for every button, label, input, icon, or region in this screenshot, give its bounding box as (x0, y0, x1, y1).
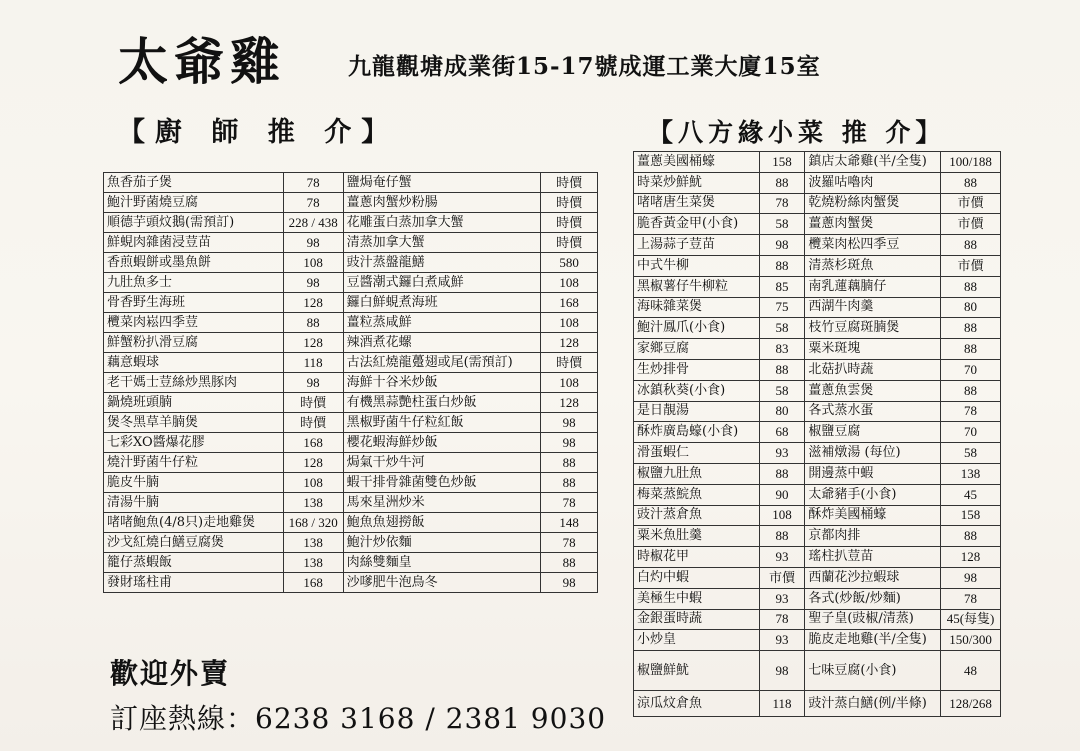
dish-price: 128 (541, 393, 598, 413)
dish-name: 燒汁野菌牛仔粒 (104, 453, 284, 473)
dish-price: 時價 (541, 353, 598, 373)
menu-row (634, 359, 1001, 380)
dish-price: 98 (283, 373, 343, 393)
dish-price: 80 (941, 297, 1001, 318)
dish-name: 涼瓜炆倉魚 (634, 691, 760, 717)
dish-name: 鹽焗奄仔蟹 (343, 173, 541, 193)
dish-price: 88 (759, 255, 805, 276)
dish-name: 清蒸杉斑魚 (805, 255, 941, 276)
menu-row (104, 253, 598, 273)
dish-name: 椒鹽九肚魚 (634, 463, 760, 484)
dish-price: 88 (283, 313, 343, 333)
dish-name: 聖子皇(豉椒/清蒸) (805, 609, 941, 630)
dish-price: 128 (283, 293, 343, 313)
dish-price: 48 (941, 651, 1001, 691)
dish-name: 欖菜肉松四季豆 (805, 235, 941, 256)
dish-price: 市價 (941, 214, 1001, 235)
dish-name: 波羅咕嚕肉 (805, 172, 941, 193)
menu-row (634, 380, 1001, 401)
restaurant-name: 太爺雞 (118, 32, 286, 91)
dish-price: 58 (759, 318, 805, 339)
dish-name: 九肚魚多士 (104, 273, 284, 293)
dish-price: 90 (759, 484, 805, 505)
dish-price: 市價 (759, 567, 805, 588)
dish-price: 150/300 (941, 630, 1001, 651)
dish-name: 沙嗲肥牛泡鳥冬 (343, 573, 541, 593)
dish-price: 98 (541, 413, 598, 433)
dish-name: 海味雜菜煲 (634, 297, 760, 318)
dish-price: 88 (541, 453, 598, 473)
dish-name: 白灼中蝦 (634, 567, 760, 588)
dish-name: 焗氣干炒牛河 (343, 453, 541, 473)
menu-row (634, 505, 1001, 526)
dish-name: 肉絲雙麵皇 (343, 553, 541, 573)
dish-price: 時價 (283, 393, 343, 413)
menu-row (104, 533, 598, 553)
menu-row (634, 235, 1001, 256)
dish-name: 七彩XO醬爆花膠 (104, 433, 284, 453)
dish-name: 金銀蛋時蔬 (634, 609, 760, 630)
menu-row (634, 152, 1001, 173)
dish-name: 辣酒煮花螺 (343, 333, 541, 353)
dish-name: 薑蔥美國桶蠔 (634, 152, 760, 173)
dish-name: 脆皮牛腩 (104, 473, 284, 493)
dish-name: 鮮蜆肉雜菌浸荳苗 (104, 233, 284, 253)
menu-row (634, 422, 1001, 443)
dish-name: 藕意蝦球 (104, 353, 284, 373)
menu-row (104, 553, 598, 573)
dish-price: 98 (283, 273, 343, 293)
dish-price: 108 (283, 253, 343, 273)
dish-name: 煲冬黑草羊腩煲 (104, 413, 284, 433)
restaurant-address: 九龍觀塘成業街15-17號成運工業大廈15室 (348, 53, 821, 80)
dish-name: 鍋燒班頭腩 (104, 393, 284, 413)
dish-name: 欖菜肉崧四季荳 (104, 313, 284, 333)
menu-row (104, 353, 598, 373)
dish-price: 108 (283, 473, 343, 493)
menu-row (104, 573, 598, 593)
dish-price: 58 (759, 214, 805, 235)
dish-name: 南乳蓮藕腩仔 (805, 276, 941, 297)
dish-price: 88 (759, 359, 805, 380)
dish-price: 88 (759, 463, 805, 484)
dish-price: 98 (941, 567, 1001, 588)
dish-price: 98 (541, 433, 598, 453)
dish-price: 108 (541, 313, 598, 333)
dish-name: 美極生中蝦 (634, 588, 760, 609)
dish-price: 78 (941, 588, 1001, 609)
menu-row (634, 297, 1001, 318)
dish-price: 128/268 (941, 691, 1001, 717)
menu-row (634, 339, 1001, 360)
dish-name: 生炒排骨 (634, 359, 760, 380)
dish-price: 45 (941, 484, 1001, 505)
dish-price: 168 / 320 (283, 513, 343, 533)
menu-row (634, 588, 1001, 609)
dish-name: 鮑汁鳳爪(小食) (634, 318, 760, 339)
dish-price: 93 (759, 588, 805, 609)
dish-price: 128 (941, 547, 1001, 568)
dish-price: 78 (283, 173, 343, 193)
menu-row (634, 691, 1001, 717)
dish-price: 88 (541, 473, 598, 493)
menu-row (104, 393, 598, 413)
dish-name: 上湯蒜子荳苗 (634, 235, 760, 256)
menu-row (104, 233, 598, 253)
side-dishes-heading: 【八方緣小菜 推 介】 (648, 118, 946, 147)
dish-price: 市價 (941, 193, 1001, 214)
dish-price: 88 (941, 339, 1001, 360)
dish-name: 櫻花蝦海鮮炒飯 (343, 433, 541, 453)
dish-name: 北菇扒時蔬 (805, 359, 941, 380)
dish-price: 88 (941, 276, 1001, 297)
dish-name: 中式牛柳 (634, 255, 760, 276)
dish-name: 梅菜蒸鯇魚 (634, 484, 760, 505)
dish-price: 168 (283, 433, 343, 453)
dish-name: 籠仔蒸蝦飯 (104, 553, 284, 573)
dish-price: 85 (759, 276, 805, 297)
dish-name: 冰鎮秋葵(小食) (634, 380, 760, 401)
dish-name: 西湖牛肉羹 (805, 297, 941, 318)
dish-price: 88 (941, 172, 1001, 193)
dish-price: 68 (759, 422, 805, 443)
menu-row (104, 213, 598, 233)
menu-row (634, 484, 1001, 505)
dish-name: 椒鹽豆腐 (805, 422, 941, 443)
dish-price: 58 (941, 443, 1001, 464)
dish-price: 158 (759, 152, 805, 173)
dish-name: 薑粒蒸咸鮮 (343, 313, 541, 333)
dish-price: 78 (941, 401, 1001, 422)
dish-price: 128 (283, 453, 343, 473)
dish-name: 豉汁蒸盤龍鱔 (343, 253, 541, 273)
dish-price: 228 / 438 (283, 213, 343, 233)
dish-price: 98 (759, 235, 805, 256)
dish-price: 93 (759, 630, 805, 651)
dish-price: 108 (541, 373, 598, 393)
dish-name: 時菜炒鮮魷 (634, 172, 760, 193)
dish-price: 88 (541, 553, 598, 573)
dish-name: 脆香黃金甲(小食) (634, 214, 760, 235)
dish-name: 豉汁蒸白鱔(例/半條) (805, 691, 941, 717)
dish-price: 45(每隻) (941, 609, 1001, 630)
menu-row (104, 313, 598, 333)
dish-price: 88 (941, 318, 1001, 339)
dish-name: 順德芋頭炆鵝(需預訂) (104, 213, 284, 233)
dish-name: 西蘭花沙拉蝦球 (805, 567, 941, 588)
dish-price: 138 (283, 553, 343, 573)
dish-name: 乾燒粉絲肉蟹煲 (805, 193, 941, 214)
dish-price: 138 (941, 463, 1001, 484)
dish-name: 薑蔥魚雲煲 (805, 380, 941, 401)
dish-price: 78 (283, 193, 343, 213)
dish-name: 魚香茄子煲 (104, 173, 284, 193)
dish-name: 酥炸美國桶蠔 (805, 505, 941, 526)
dish-name: 古法紅燒龍躉翅或尾(需預訂) (343, 353, 541, 373)
dish-name: 開邊蒸中蝦 (805, 463, 941, 484)
dish-name: 沙戈紅燒白鱔豆腐煲 (104, 533, 284, 553)
dish-name: 家鄉豆腐 (634, 339, 760, 360)
dish-price: 時價 (541, 173, 598, 193)
dish-price: 88 (941, 526, 1001, 547)
dish-price: 138 (283, 493, 343, 513)
dish-price: 78 (541, 493, 598, 513)
dish-price: 時價 (541, 233, 598, 253)
menu-row (634, 172, 1001, 193)
dish-name: 黑椒野菌牛仔粒紅飯 (343, 413, 541, 433)
dish-price: 70 (941, 422, 1001, 443)
dish-name: 脆皮走地雞(半/全隻) (805, 630, 941, 651)
dish-name: 海鮮十谷米炒飯 (343, 373, 541, 393)
dish-name: 各式蒸水蛋 (805, 401, 941, 422)
dish-name: 各式(炒飯/炒麵) (805, 588, 941, 609)
menu-row (104, 433, 598, 453)
dish-name: 鎮店太爺雞(半/全隻) (805, 152, 941, 173)
dish-price: 70 (941, 359, 1001, 380)
dish-name: 鮑魚魚翅撈飯 (343, 513, 541, 533)
dish-name: 蝦干排骨雜菌雙色炒飯 (343, 473, 541, 493)
menu-row (634, 567, 1001, 588)
dish-name: 滋補燉湯 (每位) (805, 443, 941, 464)
dish-name: 京都肉排 (805, 526, 941, 547)
dish-price: 93 (759, 443, 805, 464)
menu-row (634, 526, 1001, 547)
dish-name: 清蒸加拿大蟹 (343, 233, 541, 253)
dish-name: 豉汁蒸倉魚 (634, 505, 760, 526)
dish-name: 滑蛋蝦仁 (634, 443, 760, 464)
booking-hotline: 訂座熱線：6238 3168 / 2381 9030 (110, 702, 607, 735)
chef-recommend-table (103, 172, 598, 593)
dish-price: 118 (283, 353, 343, 373)
dish-price: 93 (759, 547, 805, 568)
dish-price: 時價 (541, 213, 598, 233)
menu-row (104, 473, 598, 493)
menu-row (104, 293, 598, 313)
dish-price: 78 (759, 193, 805, 214)
menu-row (104, 333, 598, 353)
side-dishes-table (633, 151, 1001, 717)
dish-name: 豆醬潮式鑼白煮咸鮮 (343, 273, 541, 293)
takeaway-welcome: 歡迎外賣 (110, 657, 231, 690)
dish-name: 枝竹豆腐斑腩煲 (805, 318, 941, 339)
dish-name: 馬來星洲炒米 (343, 493, 541, 513)
dish-name: 啫啫鮑魚(4/8只)走地雞煲 (104, 513, 284, 533)
dish-price: 128 (541, 333, 598, 353)
menu-row (634, 276, 1001, 297)
dish-price: 88 (759, 526, 805, 547)
dish-name: 啫啫唐生菜煲 (634, 193, 760, 214)
menu-row (634, 193, 1001, 214)
dish-price: 88 (759, 172, 805, 193)
dish-price: 80 (759, 401, 805, 422)
menu-row (634, 609, 1001, 630)
dish-price: 58 (759, 380, 805, 401)
menu-row (634, 214, 1001, 235)
dish-price: 78 (541, 533, 598, 553)
dish-name: 小炒皇 (634, 630, 760, 651)
dish-price: 128 (283, 333, 343, 353)
dish-price: 168 (541, 293, 598, 313)
dish-price: 158 (941, 505, 1001, 526)
menu-row (104, 273, 598, 293)
dish-price: 98 (541, 573, 598, 593)
dish-price: 市價 (941, 255, 1001, 276)
dish-name: 鮑汁炒依麵 (343, 533, 541, 553)
chef-recommend-heading: 【廚 師 推 介】 (118, 117, 399, 148)
dish-price: 148 (541, 513, 598, 533)
dish-price: 108 (541, 273, 598, 293)
menu-row (104, 493, 598, 513)
dish-name: 是日靚湯 (634, 401, 760, 422)
dish-name: 椒鹽鮮魷 (634, 651, 760, 691)
menu-row (634, 463, 1001, 484)
dish-name: 鮑汁野菌燒豆腐 (104, 193, 284, 213)
dish-name: 太爺豬手(小食) (805, 484, 941, 505)
dish-name: 有機黑蒜艷柱蛋白炒飯 (343, 393, 541, 413)
dish-price: 88 (941, 380, 1001, 401)
dish-name: 粟米斑塊 (805, 339, 941, 360)
dish-price: 118 (759, 691, 805, 717)
dish-price: 時價 (283, 413, 343, 433)
menu-row (104, 413, 598, 433)
menu-row (104, 173, 598, 193)
dish-name: 薑蔥肉蟹煲 (805, 214, 941, 235)
dish-price: 83 (759, 339, 805, 360)
dish-name: 七味豆腐(小食) (805, 651, 941, 691)
menu-row (634, 443, 1001, 464)
dish-name: 發財瑤柱甫 (104, 573, 284, 593)
dish-name: 清湯牛腩 (104, 493, 284, 513)
dish-name: 黑椒薯仔牛柳粒 (634, 276, 760, 297)
menu-row (634, 401, 1001, 422)
dish-price: 時價 (541, 193, 598, 213)
dish-price: 98 (759, 651, 805, 691)
dish-price: 108 (759, 505, 805, 526)
dish-name: 時椒花甲 (634, 547, 760, 568)
menu-row (104, 513, 598, 533)
dish-name: 酥炸廣島蠔(小食) (634, 422, 760, 443)
dish-name: 鑼白鮮蜆煮海班 (343, 293, 541, 313)
dish-name: 老干媽士荳絲炒黑豚肉 (104, 373, 284, 393)
dish-price: 138 (283, 533, 343, 553)
menu-row (634, 318, 1001, 339)
menu-row (634, 651, 1001, 691)
dish-name: 薑蔥肉蟹炒粉腸 (343, 193, 541, 213)
dish-name: 香煎蝦餅或墨魚餅 (104, 253, 284, 273)
dish-name: 花雕蛋白蒸加拿大蟹 (343, 213, 541, 233)
dish-name: 粟米魚肚羹 (634, 526, 760, 547)
menu-row (634, 630, 1001, 651)
dish-price: 75 (759, 297, 805, 318)
menu-row (634, 255, 1001, 276)
dish-name: 骨香野生海班 (104, 293, 284, 313)
menu-row (104, 193, 598, 213)
dish-price: 580 (541, 253, 598, 273)
dish-price: 88 (941, 235, 1001, 256)
dish-price: 168 (283, 573, 343, 593)
dish-price: 98 (283, 233, 343, 253)
menu-row (104, 453, 598, 473)
dish-price: 100/188 (941, 152, 1001, 173)
menu-row (634, 547, 1001, 568)
dish-name: 鮮蟹粉扒滑豆腐 (104, 333, 284, 353)
dish-name: 瑤柱扒荳苗 (805, 547, 941, 568)
dish-price: 78 (759, 609, 805, 630)
menu-row (104, 373, 598, 393)
